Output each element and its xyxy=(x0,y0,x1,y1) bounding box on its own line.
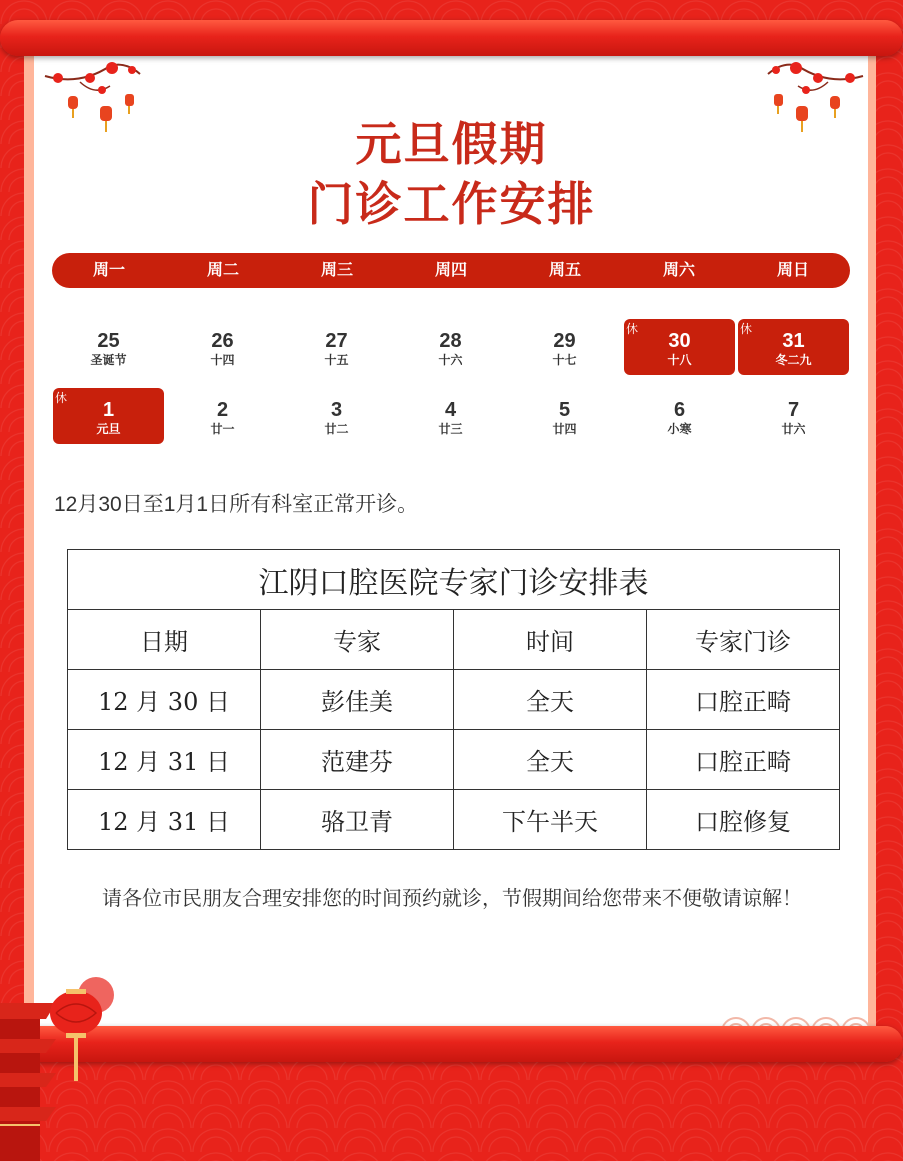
weekday-label: 周一 xyxy=(92,262,125,279)
day-number: 29 xyxy=(553,330,576,352)
table-cell-date: 12 月 31 日 xyxy=(68,790,261,850)
table-cell-time: 全天 xyxy=(454,730,647,790)
table-cell-time: 全天 xyxy=(454,670,647,730)
lunar-label: 十四 xyxy=(210,353,235,367)
table-header-cell: 专家门诊 xyxy=(647,610,840,670)
closing-message: 请各位市民朋友合理安排您的时间预约就诊，节假期间给您带来不便敬请谅解！ xyxy=(102,888,802,910)
expert-schedule-table xyxy=(67,549,840,850)
table-row xyxy=(68,790,840,850)
rest-day-badge: 休 xyxy=(55,391,68,405)
lunar-label: 十七 xyxy=(552,353,577,367)
calendar-day xyxy=(53,319,164,375)
table-cell-clinic: 口腔正畸 xyxy=(647,730,840,790)
weekday-header-bar xyxy=(52,253,850,288)
gate-tower-icon xyxy=(0,1003,56,1161)
day-number: 25 xyxy=(97,330,120,352)
calendar-day xyxy=(167,319,278,375)
lantern-icon xyxy=(0,975,120,1161)
table-cell-time: 下午半天 xyxy=(454,790,647,850)
table-cell-clinic: 口腔修复 xyxy=(647,790,840,850)
opening-notice: 12月30日至1月1日所有科室正常开诊。 xyxy=(54,493,419,516)
day-number: 3 xyxy=(330,399,343,421)
table-header-cell: 时间 xyxy=(454,610,647,670)
day-number: 7 xyxy=(787,399,800,421)
calendar-day xyxy=(624,388,735,444)
scroll-roller-bottom xyxy=(0,1026,903,1062)
weekday-label: 周五 xyxy=(548,262,581,279)
calendar-day xyxy=(395,388,506,444)
calendar-day-holiday xyxy=(624,319,735,375)
calendar-day xyxy=(167,388,278,444)
lunar-label: 小寒 xyxy=(667,422,692,436)
calendar-day xyxy=(738,388,849,444)
weekday-label: 周四 xyxy=(434,262,467,279)
rest-day-badge: 休 xyxy=(626,322,639,336)
lunar-label: 廿一 xyxy=(210,422,235,436)
table-cell-date: 12 月 30 日 xyxy=(68,670,261,730)
lunar-label: 十六 xyxy=(438,353,463,367)
day-number: 28 xyxy=(439,330,462,352)
table-row xyxy=(68,670,840,730)
scroll-roller-top xyxy=(0,20,903,56)
page-title-line1: 元旦假期 xyxy=(355,118,548,170)
weekday-label: 周三 xyxy=(320,262,353,279)
lunar-label: 廿三 xyxy=(438,422,463,436)
page-title-line2: 门诊工作安排 xyxy=(307,178,596,230)
day-number: 4 xyxy=(444,399,457,421)
table-caption: 江阴口腔医院专家门诊安排表 xyxy=(68,550,840,610)
lunar-label: 廿四 xyxy=(552,422,577,436)
calendar-day xyxy=(281,388,392,444)
day-number: 6 xyxy=(673,399,686,421)
lunar-label: 元旦 xyxy=(96,422,121,436)
calendar-day xyxy=(281,319,392,375)
rest-day-badge: 休 xyxy=(740,322,753,336)
lunar-label: 廿六 xyxy=(781,422,806,436)
table-header-cell: 专家 xyxy=(261,610,454,670)
table-cell-clinic: 口腔正畸 xyxy=(647,670,840,730)
day-number: 5 xyxy=(558,399,571,421)
calendar-day xyxy=(509,388,620,444)
table-row xyxy=(68,730,840,790)
day-number: 26 xyxy=(211,330,234,352)
table-cell-date: 12 月 31 日 xyxy=(68,730,261,790)
day-number: 30 xyxy=(668,330,691,352)
lunar-label: 十八 xyxy=(667,353,692,367)
lunar-label: 冬二九 xyxy=(775,353,812,367)
table-cell-expert: 彭佳美 xyxy=(261,670,454,730)
table-cell-expert: 骆卫青 xyxy=(261,790,454,850)
calendar-day xyxy=(509,319,620,375)
table-header-cell: 日期 xyxy=(68,610,261,670)
calendar-day xyxy=(395,319,506,375)
calendar-day-holiday xyxy=(53,388,164,444)
weekday-label: 周六 xyxy=(662,262,695,279)
day-number: 31 xyxy=(782,330,805,352)
weekday-label: 周二 xyxy=(206,262,239,279)
calendar-day-holiday xyxy=(738,319,849,375)
lunar-label: 十五 xyxy=(324,353,349,367)
table-header-row xyxy=(68,610,840,670)
day-number: 2 xyxy=(216,399,229,421)
lunar-label: 廿二 xyxy=(324,422,349,436)
day-number: 27 xyxy=(325,330,348,352)
weekday-label: 周日 xyxy=(776,262,809,279)
table-cell-expert: 范建芬 xyxy=(261,730,454,790)
day-number: 1 xyxy=(102,399,115,421)
lunar-label: 圣诞节 xyxy=(90,353,127,367)
